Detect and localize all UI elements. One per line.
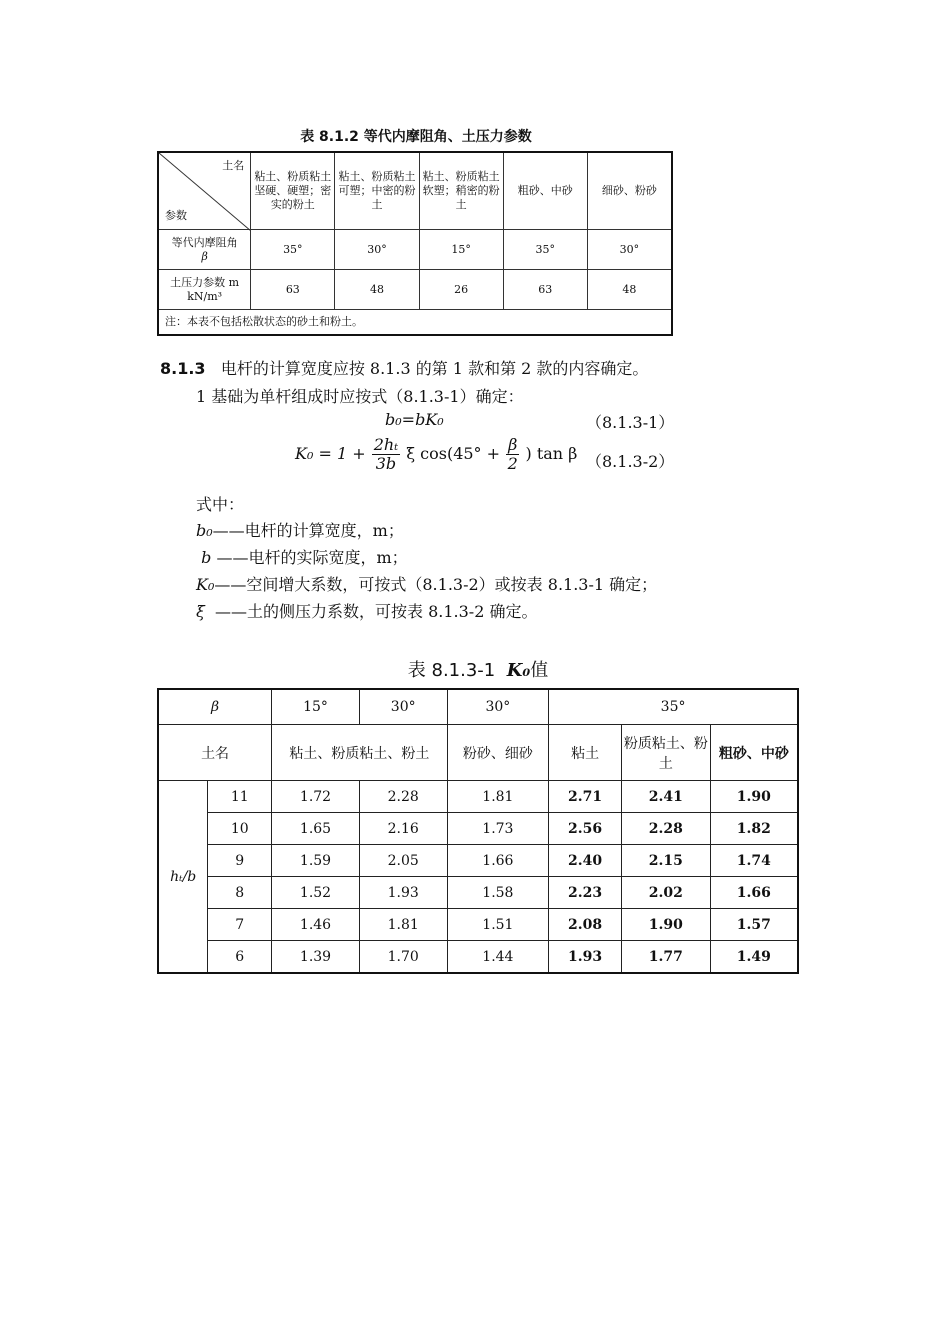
table-row: [158, 877, 798, 909]
table2-soil-value: 粗砂、中砂: [710, 725, 798, 781]
equation-number-2: （8.1.3-2）: [586, 452, 675, 471]
table2-soil-value: 粘土: [549, 725, 622, 781]
table2-cell: 1.52: [272, 877, 360, 909]
table2-cell: 2.56: [549, 813, 622, 845]
table1-cell: 63: [251, 270, 335, 310]
table1-cell: 63: [503, 270, 587, 310]
definition-b0: b₀——电杆的计算宽度，m；: [196, 521, 404, 540]
table2-ratio-value: 7: [208, 909, 272, 941]
table-8-1-3-1: [157, 688, 799, 974]
table2-cell: 2.23: [549, 877, 622, 909]
table2-cell: 1.82: [710, 813, 798, 845]
table1-col-header: 粘土、粉质粘土坚硬、硬塑；密实的粉土: [251, 152, 335, 230]
table2-title: 表 8.1.3-1 K₀值: [407, 660, 549, 681]
table2-cell: 1.57: [710, 909, 798, 941]
table2-cell: 1.65: [272, 813, 360, 845]
table1-cell: 15°: [419, 230, 503, 270]
table2-cell: 2.16: [359, 813, 447, 845]
table1-col-header: 粘土、粉质粘土软塑；稍密的粉土: [419, 152, 503, 230]
table2-cell: 1.49: [710, 941, 798, 974]
table2-beta-label: β: [158, 689, 272, 725]
table1-corner-soil: 土名: [222, 159, 245, 172]
table2-cell: 1.90: [710, 781, 798, 813]
table-row: [158, 270, 672, 310]
table1-cell: 35°: [503, 230, 587, 270]
table1-note: 注：本表不包括松散状态的砂土和粉土。: [158, 310, 672, 336]
table-row: [158, 941, 798, 974]
table2-cell: 1.51: [447, 909, 549, 941]
table1-cell: 35°: [251, 230, 335, 270]
table-row: [158, 909, 798, 941]
table2-cell: 1.59: [272, 845, 360, 877]
table2-cell: 1.44: [447, 941, 549, 974]
equation-8-1-3-1: b₀=bK₀: [385, 410, 444, 429]
table-8-1-2: [157, 151, 673, 336]
section-number: 8.1.3: [160, 359, 206, 378]
table2-cell: 2.71: [549, 781, 622, 813]
table2-cell: 1.66: [447, 845, 549, 877]
table2-ratio-value: 8: [208, 877, 272, 909]
table2-soil-value: 粘土、粉质粘土、粉土: [272, 725, 447, 781]
table2-ratio-value: 6: [208, 941, 272, 974]
table2-cell: 1.72: [272, 781, 360, 813]
table1-corner-param: 参数: [165, 209, 187, 222]
table2-cell: 2.28: [621, 813, 710, 845]
table2-cell: 1.70: [359, 941, 447, 974]
equation-number-1: （8.1.3-1）: [586, 413, 675, 432]
table2-cell: 1.77: [621, 941, 710, 974]
section-heading-text: 电杆的计算宽度应按 8.1.3 的第 1 款和第 2 款的内容确定。: [220, 359, 649, 378]
section-heading: [160, 356, 648, 379]
table2-cell: 1.39: [272, 941, 360, 974]
table-row: [158, 230, 672, 270]
table2-beta-value: 15°: [272, 689, 360, 725]
table1-cell: 30°: [335, 230, 419, 270]
table1-title: 表 8.1.2 等代内摩阻角、土压力参数: [300, 129, 532, 145]
table2-cell: 2.15: [621, 845, 710, 877]
table2-cell: 1.73: [447, 813, 549, 845]
table2-ratio-value: 10: [208, 813, 272, 845]
table2-cell: 1.93: [549, 941, 622, 974]
table2-cell: 1.58: [447, 877, 549, 909]
table1-row-label: 土压力参数 m kN/m³: [158, 270, 251, 310]
definition-xi: ξ ——土的侧压力系数，可按表 8.1.3-2 确定。: [196, 602, 538, 621]
table1-col-header: 细砂、粉砂: [587, 152, 672, 230]
table2-soil-label: 土名: [158, 725, 272, 781]
where-label: 式中：: [196, 495, 245, 514]
table2-cell: 1.93: [359, 877, 447, 909]
table1-row-label: 等代内摩阻角 β: [158, 230, 251, 270]
definition-b: b ——电杆的实际宽度，m；: [201, 548, 408, 567]
table2-cell: 2.05: [359, 845, 447, 877]
table2-cell: 2.41: [621, 781, 710, 813]
item-1: 1 基础为单杆组成时应按式（8.1.3-1）确定：: [196, 387, 524, 406]
table2-cell: 2.08: [549, 909, 622, 941]
table2-cell: 1.81: [359, 909, 447, 941]
table2-soil-value: 粉质粘土、粉土: [621, 725, 710, 781]
table1-corner-cell: [158, 152, 251, 230]
table2-beta-value: 30°: [447, 689, 549, 725]
table1-cell: 48: [587, 270, 672, 310]
table1-cell: 48: [335, 270, 419, 310]
table2-cell: 1.81: [447, 781, 549, 813]
table2-cell: 1.66: [710, 877, 798, 909]
table2-cell: 2.02: [621, 877, 710, 909]
table-row: [158, 781, 798, 813]
table1-cell: 26: [419, 270, 503, 310]
table2-ratio-value: 11: [208, 781, 272, 813]
table2-beta-value: 35°: [549, 689, 798, 725]
table2-cell: 1.46: [272, 909, 360, 941]
table2-ratio-label: hₜ/b: [158, 781, 208, 974]
table2-cell: 2.28: [359, 781, 447, 813]
table2-beta-value: 30°: [359, 689, 447, 725]
table1-col-header: 粘土、粉质粘土可塑；中密的粉土: [335, 152, 419, 230]
fraction-beta-2: $\frac{\beta}{2}$: [507, 435, 518, 473]
table2-cell: 2.40: [549, 845, 622, 877]
table2-cell: 1.74: [710, 845, 798, 877]
table-row: [158, 813, 798, 845]
fraction-2ht-3b: $\frac{\text{2hₜ}}{3b}$: [373, 435, 399, 473]
table-row: [158, 845, 798, 877]
table1-cell: 30°: [587, 230, 672, 270]
definition-k0: K₀——空间增大系数，可按式（8.1.3-2）或按表 8.1.3-1 确定；: [196, 575, 658, 594]
table2-cell: 1.90: [621, 909, 710, 941]
table1-col-header: 粗砂、中砂: [503, 152, 587, 230]
table2-ratio-value: 9: [208, 845, 272, 877]
equation-8-1-3-2: K₀ = 1 + $\frac{\text{2hₜ}}{3b}$ ξ cos(45° + $\frac{\beta}{2}$ ) tan β: [295, 435, 578, 473]
table2-soil-value: 粉砂、细砂: [447, 725, 549, 781]
